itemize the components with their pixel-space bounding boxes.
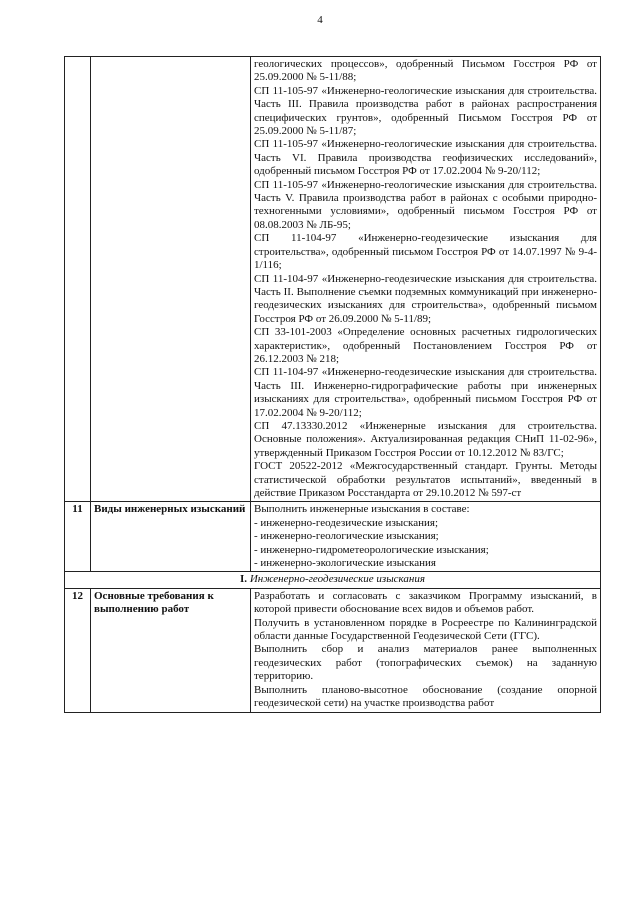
survey-types-intro: Выполнить инженерные изыскания в составе:: [254, 503, 470, 516]
requirement-paragraph: Выполнить планово-высотное обоснование (создание опорной геодезической сети) на участке производства работ: [254, 683, 597, 710]
requirement-paragraph: Разработать и согласовать с заказчиком Программу изысканий, в которой привести обоснование всех видов и объемов работ.: [254, 589, 597, 616]
section-title: Инженерно-геодезические изыскания: [249, 573, 425, 586]
table-row-11: [65, 502, 601, 572]
norm-paragraph: СП 33-101-2003 «Определение основных расчетных гидрологических характеристик», одобренный Постановлением Госстроя РФ от 26.12.2003 № 218;: [254, 326, 597, 365]
row-description-cell: [251, 502, 601, 572]
requirement-paragraph: Получить в установленном порядке в Росреестре по Калининградской области данные Государственной Геодезической Сети (ГГС).: [254, 616, 597, 643]
norm-paragraph: СП 11-105-97 «Инженерно-геологические изыскания для строительства. Часть V. Правила производства работ в районах с особыми природно-техногенными условиями», одобренный письмом Госстроя РФ от 08.08.2003 № ЛБ-95;: [254, 178, 597, 231]
row-name-cell: Виды инженерных изысканий: [91, 502, 251, 572]
survey-types-list: [254, 517, 597, 571]
table-row-12: [65, 588, 601, 712]
row-description-cell: [251, 57, 601, 502]
requirement-paragraph: Выполнить сбор и анализ материалов ранее выполненных геодезических работ (топографических съемок) на заданную территорию.: [254, 643, 597, 683]
requirements-table: [64, 56, 601, 713]
row-number-cell: [65, 57, 91, 502]
norm-paragraph: СП 11-104-97 «Инженерно-геодезические изыскания для строительства. Часть III. Инженерно-гидрографические работы при инженерных изысканиях для строительства», одобренный письмом Госстроя РФ от 17.02.2004 № 9-20/112;: [254, 366, 597, 419]
list-item: - инженерно-гидрометеорологические изыскания;: [254, 543, 489, 556]
norm-paragraph: СП 11-104-97 «Инженерно-геодезические изыскания для строительства. Часть II. Выполнение съемки подземных коммуникаций при инженерно-геодезических изысканиях для строительства», одобренный письмом Госстроя РФ от 26.09.2000 № 5-11/89;: [254, 272, 597, 325]
row-description-cell: [251, 588, 601, 712]
row-number-cell: 12: [65, 588, 91, 712]
list-item: - инженерно-экологические изыскания: [254, 557, 436, 570]
norm-paragraph: СП 11-105-97 «Инженерно-геологические изыскания для строительства. Часть III. Правила производства работ в районах распространения специфических грунтов», одобренный Письмом Госстроя РФ от 25.09.2000 № 5-11/87;: [254, 84, 597, 138]
section-heading: [65, 572, 601, 588]
page-number: 4: [317, 14, 323, 26]
row-number-cell: 11: [65, 502, 91, 572]
row-name-cell: [91, 57, 251, 502]
norm-paragraph: СП 11-105-97 «Инженерно-геологические изыскания для строительства. Часть VI. Правила производства геофизических исследований», одобренный письмом Госстроя РФ от 17.02.2004 № 9-20/112;: [254, 138, 597, 178]
norm-paragraph: ГОСТ 20522-2012 «Межгосударственный стандарт. Грунты. Методы статистической обработки результатов испытаний», введенный в действие Приказом Росстандарта от 29.10.2012 № 597-ст: [254, 460, 597, 499]
section-number: I.: [240, 573, 248, 586]
row-name-cell: Основные требования к выполнению работ: [91, 588, 251, 712]
norm-paragraph: СП 47.13330.2012 «Инженерные изыскания для строительства. Основные положения». Актуализированная редакция СНиП 11-02-96», утвержденный Приказом Госстроя России от 10.12.2012 № 83/ГС;: [254, 419, 597, 459]
table-row-continuation: [65, 57, 601, 502]
norm-paragraph: геологических процессов», одобренный Письмом Госстроя РФ от 25.09.2000 № 5-11/88;: [254, 58, 597, 84]
list-item: - инженерно-геодезические изыскания;: [254, 516, 439, 529]
norm-paragraph: СП 11-104-97 «Инженерно-геодезические изыскания для строительства», одобренный письмом Госстроя РФ от 14.07.1997 № 9-4-1/116;: [254, 232, 597, 272]
list-item: - инженерно-геологические изыскания;: [254, 530, 439, 543]
section-heading-row: [65, 572, 601, 588]
